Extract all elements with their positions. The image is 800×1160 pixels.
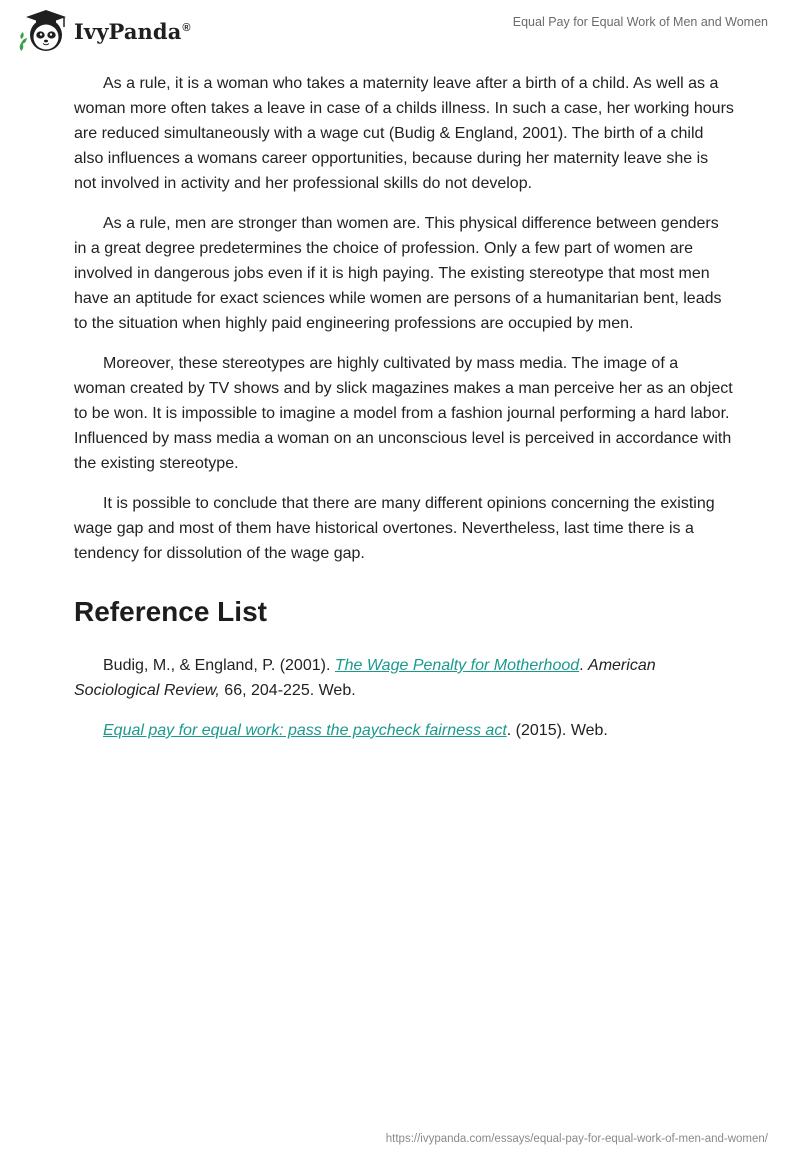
brand-name: [74, 19, 191, 44]
paragraph-1: As a rule, it is a woman who takes a maternity leave after a birth of a child. As well as a woman more often takes a leave in case of a childs illness. In such a case, her working hours are reduced simultaneously with a wage cut (Budig & England, 2001). The birth of a child also influences a womans career opportunities, because during her maternity leave she is not involved in activity and her professional skills do not develop.: [74, 75, 734, 192]
paragraph-3: Moreover, these stereotypes are highly cultivated by mass media. The image of a woman created by TV shows and by slick magazines makes a man perceive her as an object to be won. It is impossible to imagine a model from a fashion journal performing a hard labor. Influenced by mass media a woman on an unconscious level is perceived in accordance with the existing stereotype.: [74, 355, 733, 472]
reference-1-journal: American Sociological Review,: [74, 657, 656, 699]
reference-item-1: [74, 653, 734, 703]
panda-logo-icon: [16, 8, 72, 54]
paragraph-2: As a rule, men are stronger than women are. This physical difference between genders in a great degree predetermines the choice of profession. Only a few part of women are involved in dangerous jobs even if it is high paying. The existing stereotype that most men have an aptitude for exact sciences while women are persons of a humanitarian bent, leads to the situation when highly paid engineering professions are occupied by men.: [74, 215, 722, 332]
reference-2-link[interactable]: Equal pay for equal work: pass the paycheck fairness act: [103, 722, 507, 739]
reference-2-details: . (2015). Web.: [506, 722, 608, 739]
reference-list-heading: Reference List: [74, 596, 267, 627]
reference-1-link[interactable]: The Wage Penalty for Motherhood: [334, 657, 580, 674]
essay-body: [74, 71, 734, 758]
page-header: [0, 0, 800, 60]
reference-item-2: [74, 718, 734, 743]
reference-1-details: 66, 204-225. Web.: [219, 682, 356, 699]
ivypanda-logo[interactable]: [16, 8, 191, 54]
document-title: Equal Pay for Equal Work of Men and Women: [512, 15, 768, 29]
source-url: https://ivypanda.com/essays/equal-pay-for-equal-work-of-men-and-women/: [385, 1133, 768, 1145]
registered-mark: ®: [182, 21, 191, 34]
brand-text: IvyPanda: [74, 18, 182, 44]
reference-1-authors: Budig, M., & England, P. (2001).: [103, 657, 335, 674]
reference-1-separator: .: [579, 657, 589, 674]
paragraph-4: It is possible to conclude that there are many different opinions concerning the existing wage gap and most of them have historical overtones. Nevertheless, last time there is a tendency for dissolution of the wage gap.: [74, 495, 715, 562]
